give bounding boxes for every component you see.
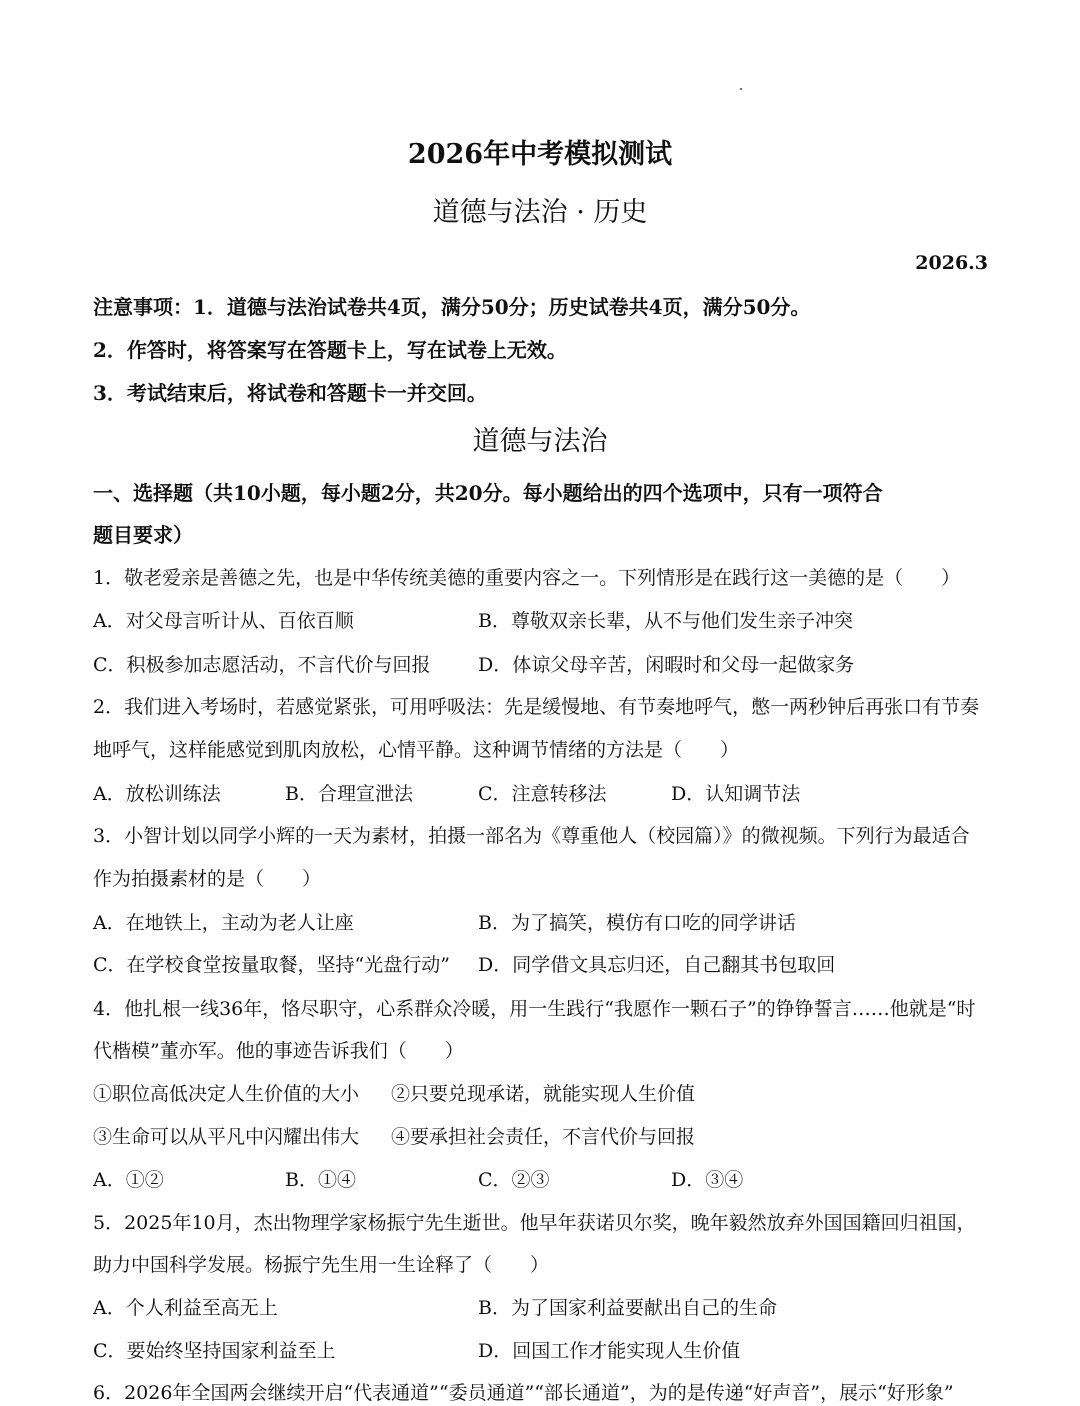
q4-option-a: A．①② (93, 1169, 164, 1191)
part-heading-line-2: 题目要求） (93, 523, 193, 547)
q3-option-d: D．同学借文具忘归还，自己翻其书包取回 (478, 954, 836, 976)
q1-option-b: B．尊敬双亲长辈，从不与他们发生亲子冲突 (478, 610, 853, 632)
q4-option-c: C．②③ (478, 1169, 550, 1191)
q5-options-row-1 (93, 1295, 1020, 1321)
q1-option-a: A．对父母言听计从、百依百顺 (93, 610, 354, 632)
q3-option-a: A．在地铁上，主动为老人让座 (93, 912, 354, 934)
q4-option-b: B．①④ (285, 1169, 356, 1191)
q5-stem-line-2: 助力中国科学发展。杨振宁先生用一生诠释了（ ） (93, 1254, 550, 1276)
q3-option-b: B．为了搞笑，模仿有口吃的同学讲话 (478, 912, 796, 934)
q1-stem: 1．敬老爱亲是善德之先，也是中华传统美德的重要内容之一。下列情形是在践行这一美德的是（ ） (93, 567, 961, 589)
q4-statements-row-1 (93, 1081, 1020, 1107)
exam-subtitle: 道德与法治 · 历史 (432, 197, 648, 228)
q3-options-row-2 (93, 952, 1020, 978)
note-line-1: 注意事项：1．道德与法治试卷共4页，满分50分；历史试卷共4页，满分50分。 (93, 295, 811, 319)
q3-options-row-1 (93, 910, 1020, 936)
q6-stem-line-1: 6．2026年全国两会继续开启“代表通道”“委员通道”“部长通道”，为的是传递“好声音”，展示“好形象” (93, 1382, 954, 1404)
q2-stem-line-1: 2．我们进入考场时，若感觉紧张，可用呼吸法：先是缓慢地、有节奏地呼气，憋一两秒钟后再张口有节奏 (93, 696, 980, 718)
q5-option-b: B．为了国家利益要献出自己的生命 (478, 1297, 777, 1319)
exam-title: 2026年中考模拟测试 (407, 139, 673, 170)
q5-option-c: C．要始终坚持国家利益至上 (93, 1340, 336, 1362)
q4-stem-line-2: 代楷模”董亦军。他的事迹告诉我们（ ） (93, 1040, 464, 1062)
q2-option-d: D．认知调节法 (671, 783, 801, 805)
note-line-3: 3．考试结束后，将试卷和答题卡一并交回。 (93, 381, 487, 405)
part-heading-line-1: 一、选择题（共10小题，每小题2分，共20分。每小题给出的四个选项中，只有一项符合 (93, 481, 883, 505)
q1-options-row-1 (93, 608, 1020, 634)
q5-options-row-2 (93, 1338, 1020, 1364)
section-title: 道德与法治 (472, 426, 608, 457)
q2-option-b: B．合理宣泄法 (285, 783, 413, 805)
q2-option-a: A．放松训练法 (93, 783, 221, 805)
q4-statements-row-2 (93, 1124, 1020, 1150)
q3-option-c: C．在学校食堂按量取餐，坚持“光盘行动” (93, 954, 450, 976)
q5-stem-line-1: 5．2025年10月，杰出物理学家杨振宁先生逝世。他早年获诺贝尔奖，晚年毅然放弃外国国籍回归祖国， (93, 1212, 976, 1234)
q4-statement-1: ①职位高低决定人生价值的大小 (93, 1083, 360, 1105)
note-line-2: 2．作答时，将答案写在答题卡上，写在试卷上无效。 (93, 338, 567, 362)
exam-date: 2026.3 (915, 252, 988, 274)
q1-option-d: D．体谅父母辛苦，闲暇时和父母一起做家务 (478, 654, 855, 676)
q2-option-c: C．注意转移法 (478, 783, 607, 805)
q4-statement-4: ④要承担社会责任，不言代价与回报 (391, 1126, 696, 1148)
q1-options-row-2 (93, 652, 1020, 678)
scan-speck (740, 88, 742, 90)
q4-option-d: D．③④ (671, 1169, 744, 1191)
q5-option-a: A．个人利益至高无上 (93, 1297, 278, 1319)
q3-stem-line-1: 3．小智计划以同学小辉的一天为素材，拍摄一部名为《尊重他人（校园篇）》的微视频。下列行为最适合 (93, 825, 970, 847)
q4-stem-line-1: 4．他扎根一线36年，恪尽职守，心系群众冷暖，用一生践行“我愿作一颗石子”的铮铮誓言……他就是“时 (93, 998, 976, 1020)
q4-statement-3: ③生命可以从平凡中闪耀出伟大 (93, 1126, 360, 1148)
q1-option-c: C．积极参加志愿活动，不言代价与回报 (93, 654, 431, 676)
q3-stem-line-2: 作为拍摄素材的是（ ） (93, 868, 322, 890)
q4-statement-2: ②只要兑现承诺，就能实现人生价值 (391, 1083, 696, 1105)
q5-option-d: D．回国工作才能实现人生价值 (478, 1340, 741, 1362)
q2-stem-line-2: 地呼气，这样能感觉到肌肉放松，心情平静。这种调节情绪的方法是（ ） (93, 739, 740, 761)
